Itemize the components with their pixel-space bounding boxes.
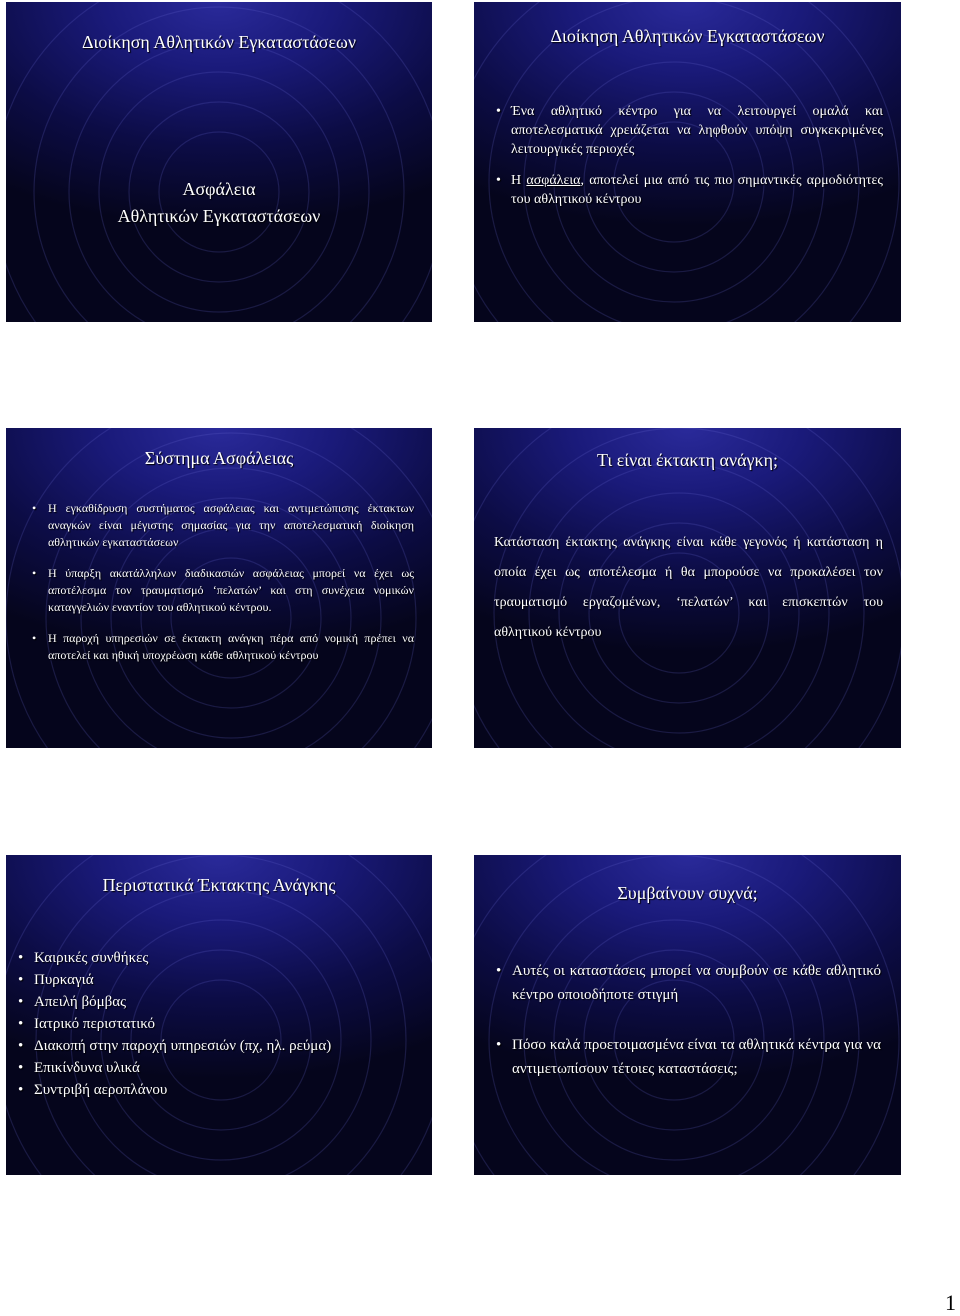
bullet-text-underlined: ασφάλεια [526,173,581,188]
bullet-text: Η ύπαρξη ακατάλληλων διαδικασιών ασφάλειας μπορεί να έχει ως αποτέλεσμα τον τραυματισμό ‘πελατών’ και στη συνέχεια νομικών καταγγελιών εναντίον του αθλητικού κέντρου. [48,566,414,614]
bullet-icon: • [18,1082,24,1098]
bullet-item [32,500,414,551]
slide-6 [474,855,901,1175]
slide-title: Διοίκηση Αθλητικών Εγκαταστάσεων [550,26,825,46]
bullet-text: Καιρικές συνθήκες [34,950,149,966]
slide-title: Τι είναι έκτακτη ανάγκη; [597,450,778,470]
slide-title: Σύστημα Ασφάλειας [144,448,294,468]
bullet-text: Πυρκαγιά [34,972,94,988]
bullet-icon: • [18,1060,24,1076]
bullet-item [18,991,414,1013]
bullet-icon: • [496,104,501,119]
bullet-item [496,1033,881,1081]
center-title-line-2: Αθλητικών Εγκαταστάσεων [117,206,321,226]
bullet-list [496,102,883,221]
bullet-item [32,630,414,664]
definition-paragraph: Κατάσταση έκτακτης ανάγκης είναι κάθε γεγονός ή κατάσταση η οποία έχει ως αποτέλεσμα ή θα μπορούσε να προκαλέσει τον τραυματισμό εργαζομένων, ‘πελατών’ και επισκεπτών του αθλητικού κέντρου [494,535,883,640]
bullet-text: Ένα αθλητικό κέντρο για να λειτουργεί ομαλά και αποτελεσματικά χρειάζεται να ληφθούν υπόψη συγκεκριμένες λειτουργικές περιοχές [511,104,883,157]
slide-2 [474,2,901,322]
bullet-list [18,947,414,1101]
bullet-text: Η εγκαθίδρυση συστήματος ασφάλειας και αντιμετώπισης έκτακτων αναγκών είναι μέγιστης σημασίας για την αποτελεσματική διοίκηση αθλητικών εγκαταστάσεων [48,501,414,549]
bullet-icon: • [32,501,37,515]
bullet-text: Η παροχή υπηρεσιών σε έκτακτη ανάγκη πέρα από νομική πρέπει να αποτελεί και ηθική υποχρέωση κάθε αθλητικού κέντρου [48,631,414,662]
bullet-item [18,947,414,969]
bullet-item [18,969,414,991]
slide-4 [474,428,901,748]
slide-1 [6,2,432,322]
bullet-icon: • [496,173,501,188]
bullet-text: Πόσο καλά προετοιμασμένα είναι τα αθλητικά κέντρα για να αντιμετωπίσουν τέτοιες καταστάσεις; [512,1037,881,1077]
bullet-icon: • [32,631,37,645]
page-number: 1 [945,1290,956,1315]
bullet-item [32,565,414,616]
bullet-icon: • [32,566,37,580]
bullet-text: Αυτές οι καταστάσεις μπορεί να συμβούν σε κάθε αθλητικό κέντρο οποιοδήποτε στιγμή [512,963,881,1003]
bullet-text-pre: Η [511,173,527,188]
bullet-item [18,1035,414,1057]
bullet-item [496,959,881,1007]
bullet-text: Ιατρικό περιστατικό [34,1016,156,1032]
bullet-text-post: , αποτελεί μια από τις πιο σημαντικές αρμοδιότητες του αθλητικού κέντρου [511,173,883,207]
slide-title: Περιστατικά Έκτακτης Ανάγκης [102,875,336,895]
bullet-icon: • [18,1016,24,1032]
bullet-text: Απειλή βόμβας [34,994,127,1010]
bullet-item [496,102,883,159]
bullet-icon: • [496,963,502,979]
bullet-icon: • [18,950,24,966]
bullet-list [32,500,414,678]
bullet-item [18,1079,414,1101]
slide-title: Διοίκηση Αθλητικών Εγκαταστάσεων [81,32,357,52]
slide-3 [6,428,432,748]
bullet-icon: • [496,1037,502,1053]
bullet-item [18,1013,414,1035]
bullet-icon: • [18,1038,24,1054]
bullet-text: Διακοπή στην παροχή υπηρεσιών (πχ, ηλ. ρεύμα) [34,1038,332,1054]
center-title-line-1: Ασφάλεια [182,179,256,199]
bullet-text: Συντριβή αεροπλάνου [34,1082,168,1098]
bullet-text: Επικίνδυνα υλικά [34,1060,140,1076]
slide-5 [6,855,432,1175]
slide-center-title [6,176,432,230]
bullet-item [18,1057,414,1079]
bullet-item [496,171,883,209]
bullet-icon: • [18,972,24,988]
bullet-icon: • [18,994,24,1010]
slide-title: Συμβαίνουν συχνά; [617,883,758,903]
bullet-list [496,959,881,1107]
